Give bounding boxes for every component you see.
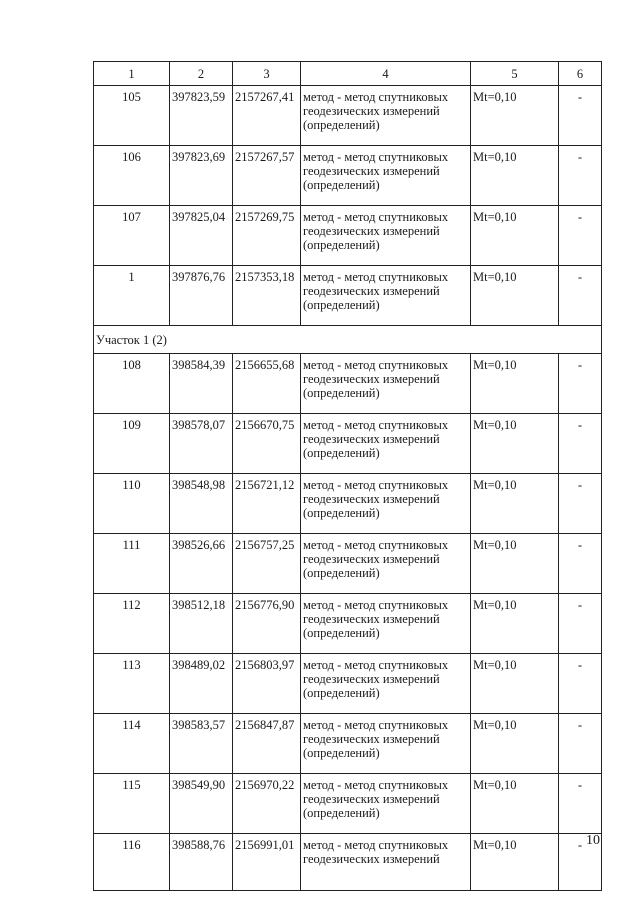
accuracy-value: Mt=0,10 (471, 774, 559, 834)
determination-method: метод - метод спутниковых геодезических измерений (определений) (301, 266, 471, 326)
column-number-5: 5 (471, 62, 559, 86)
accuracy-value: Mt=0,10 (471, 594, 559, 654)
accuracy-value: Mt=0,10 (471, 714, 559, 774)
point-number: 110 (94, 474, 170, 534)
point-number: 109 (94, 414, 170, 474)
section-row (94, 326, 602, 354)
coordinate-x: 398578,07 (170, 414, 233, 474)
note-cell: - (559, 594, 602, 654)
determination-method: метод - метод спутниковых геодезических измерений (определений) (301, 146, 471, 206)
note-cell: - (559, 414, 602, 474)
note-cell: - (559, 534, 602, 594)
note-cell: - (559, 774, 602, 834)
column-number-4: 4 (301, 62, 471, 86)
note-cell: - (559, 474, 602, 534)
accuracy-value: Mt=0,10 (471, 474, 559, 534)
section-title: Участок 1 (2) (94, 326, 602, 354)
coordinate-x: 397823,69 (170, 146, 233, 206)
accuracy-value: Mt=0,10 (471, 146, 559, 206)
coordinate-y: 2156991,01 (233, 834, 301, 891)
table-row (94, 834, 602, 891)
point-number: 115 (94, 774, 170, 834)
determination-method: метод - метод спутниковых геодезических измерений (определений) (301, 354, 471, 414)
coordinate-x: 398549,90 (170, 774, 233, 834)
point-number: 116 (94, 834, 170, 891)
accuracy-value: Mt=0,10 (471, 354, 559, 414)
determination-method: метод - метод спутниковых геодезических измерений (определений) (301, 774, 471, 834)
note-cell: - (559, 834, 602, 891)
note-cell: - (559, 714, 602, 774)
table-row (94, 774, 602, 834)
determination-method: метод - метод спутниковых геодезических измерений (определений) (301, 206, 471, 266)
accuracy-value: Mt=0,10 (471, 654, 559, 714)
table-row (94, 266, 602, 326)
coordinate-y: 2157267,41 (233, 86, 301, 146)
point-number: 1 (94, 266, 170, 326)
column-number-3: 3 (233, 62, 301, 86)
accuracy-value: Mt=0,10 (471, 266, 559, 326)
accuracy-value: Mt=0,10 (471, 414, 559, 474)
table-row (94, 206, 602, 266)
accuracy-value: Mt=0,10 (471, 834, 559, 891)
note-cell: - (559, 354, 602, 414)
coordinate-y: 2156847,87 (233, 714, 301, 774)
point-number: 112 (94, 594, 170, 654)
coordinate-x: 398489,02 (170, 654, 233, 714)
determination-method: метод - метод спутниковых геодезических измерений (определений) (301, 86, 471, 146)
determination-method: метод - метод спутниковых геодезических измерений (301, 834, 471, 891)
note-cell: - (559, 206, 602, 266)
point-number: 106 (94, 146, 170, 206)
table-row (94, 714, 602, 774)
coordinate-x: 398584,39 (170, 354, 233, 414)
point-number: 107 (94, 206, 170, 266)
determination-method: метод - метод спутниковых геодезических измерений (определений) (301, 534, 471, 594)
point-number: 105 (94, 86, 170, 146)
coordinate-y: 2156803,97 (233, 654, 301, 714)
point-number: 108 (94, 354, 170, 414)
coordinate-y: 2156757,25 (233, 534, 301, 594)
accuracy-value: Mt=0,10 (471, 206, 559, 266)
accuracy-value: Mt=0,10 (471, 86, 559, 146)
coordinate-y: 2156970,22 (233, 774, 301, 834)
coordinate-x: 398583,57 (170, 714, 233, 774)
table-row (94, 654, 602, 714)
point-number: 111 (94, 534, 170, 594)
coordinate-x: 398548,98 (170, 474, 233, 534)
table-row (94, 146, 602, 206)
coordinate-y: 2157269,75 (233, 206, 301, 266)
coordinate-y: 2157353,18 (233, 266, 301, 326)
table-row (94, 594, 602, 654)
column-number-row (94, 62, 602, 86)
determination-method: метод - метод спутниковых геодезических измерений (определений) (301, 414, 471, 474)
coordinate-x: 397876,76 (170, 266, 233, 326)
coordinate-y: 2156721,12 (233, 474, 301, 534)
coordinate-y: 2157267,57 (233, 146, 301, 206)
table-row (94, 354, 602, 414)
table-row (94, 474, 602, 534)
determination-method: метод - метод спутниковых геодезических измерений (определений) (301, 474, 471, 534)
table-row (94, 86, 602, 146)
coordinate-y: 2156670,75 (233, 414, 301, 474)
note-cell: - (559, 146, 602, 206)
page-number: 10 (586, 833, 600, 848)
table-row (94, 534, 602, 594)
column-number-6: 6 (559, 62, 602, 86)
coordinate-x: 397825,04 (170, 206, 233, 266)
note-cell: - (559, 266, 602, 326)
point-number: 114 (94, 714, 170, 774)
coordinate-y: 2156776,90 (233, 594, 301, 654)
point-number: 113 (94, 654, 170, 714)
note-cell: - (559, 654, 602, 714)
note-cell: - (559, 86, 602, 146)
coordinate-y: 2156655,68 (233, 354, 301, 414)
determination-method: метод - метод спутниковых геодезических измерений (определений) (301, 594, 471, 654)
coordinates-table (93, 61, 602, 891)
column-number-2: 2 (170, 62, 233, 86)
coordinate-x: 398512,18 (170, 594, 233, 654)
coordinate-x: 398526,66 (170, 534, 233, 594)
accuracy-value: Mt=0,10 (471, 534, 559, 594)
coordinates-table-body (94, 62, 602, 891)
determination-method: метод - метод спутниковых геодезических измерений (определений) (301, 714, 471, 774)
table-row (94, 414, 602, 474)
coordinate-x: 398588,76 (170, 834, 233, 891)
column-number-1: 1 (94, 62, 170, 86)
coordinate-x: 397823,59 (170, 86, 233, 146)
determination-method: метод - метод спутниковых геодезических измерений (определений) (301, 654, 471, 714)
